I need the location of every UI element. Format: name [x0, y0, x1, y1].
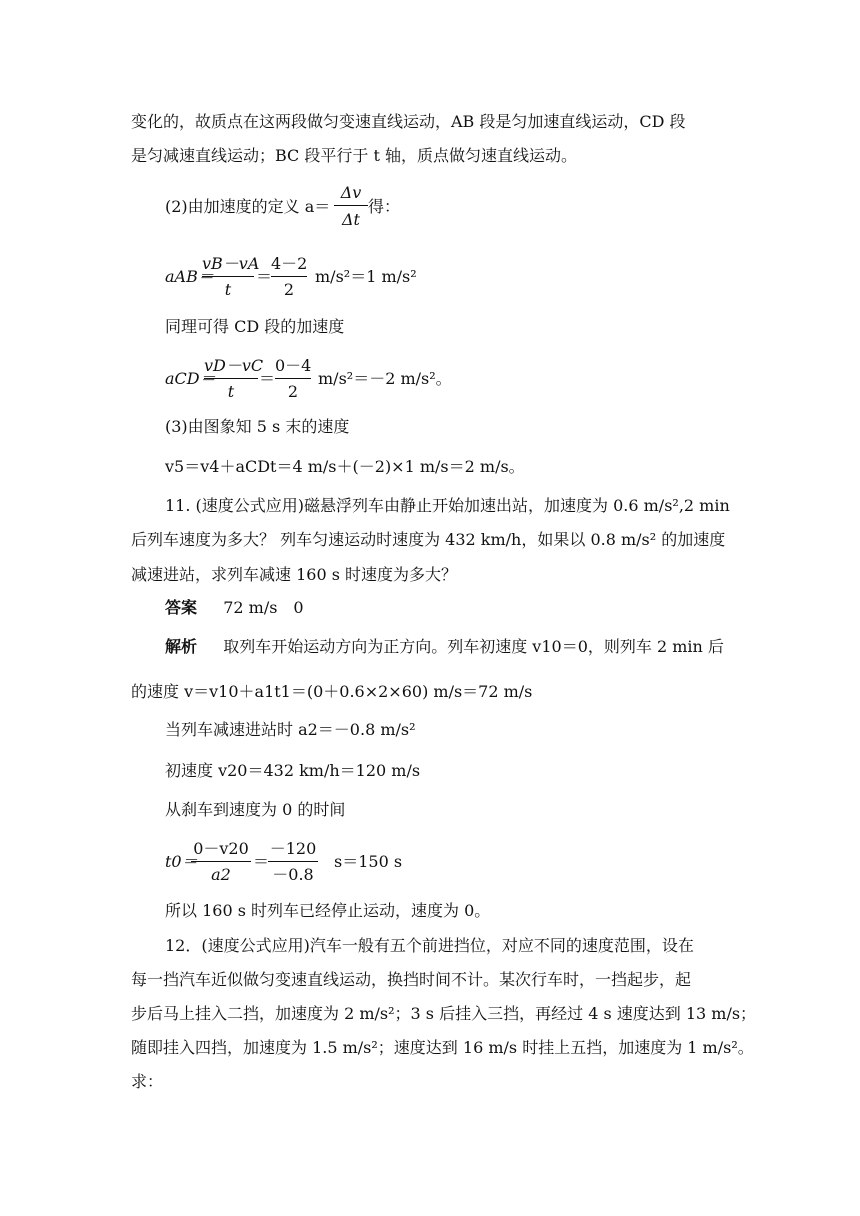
text-line: (3)由图象知 5 s 末的速度	[165, 417, 350, 436]
fraction-bar	[271, 276, 307, 277]
fraction-bar	[268, 861, 318, 862]
equals-sign: ＝	[256, 267, 273, 286]
analysis-label: 解析	[165, 637, 198, 656]
question-text: 减速进站，求列车减速 160 s 时速度为多大？	[131, 565, 458, 584]
question-text: 求：	[131, 1072, 164, 1091]
fraction-numerator: vB－vA	[202, 254, 260, 273]
fraction-dv-dt	[334, 183, 368, 233]
text-line: 当列车减速进站时 a2＝－0.8 m/s²	[165, 720, 416, 739]
fraction-numerator: 4－2	[271, 254, 308, 273]
equation-lhs: t0＝	[165, 852, 198, 871]
fraction-numerator: vD－vC	[204, 356, 264, 375]
fraction-denominator: t	[224, 280, 232, 299]
answer-label: 答案	[165, 598, 198, 617]
fraction	[268, 839, 318, 887]
equation-lhs: aAB＝	[165, 267, 214, 286]
fraction-bar	[202, 276, 254, 277]
text-line: 从刹车到速度为 0 的时间	[165, 800, 346, 819]
question-text: 后列车速度为多大？ 列车匀速运动时速度为 432 km/h，如果以 0.8 m/s² 的加速度	[131, 530, 726, 549]
fraction-numerator: Δv	[340, 183, 362, 202]
fraction-bar	[204, 378, 258, 379]
fraction-numerator: 0－v20	[193, 839, 249, 858]
fraction	[191, 839, 251, 887]
fraction	[204, 356, 264, 404]
fraction-denominator: Δt	[342, 210, 360, 229]
equation-rhs: m/s²＝－2 m/s²。	[318, 369, 452, 388]
fraction-numerator: －120	[269, 839, 317, 858]
analysis-line	[165, 636, 724, 658]
fraction-denominator: 2	[283, 280, 295, 299]
question-text: 随即挂入四挡，加速度为 1.5 m/s²；速度达到 16 m/s 时挂上五挡，加速度为 1 m/s²。	[131, 1038, 754, 1057]
text-fragment: 得：	[368, 197, 401, 216]
fraction	[271, 254, 307, 302]
fraction-denominator: －0.8	[272, 865, 314, 884]
fraction	[275, 356, 311, 404]
text-line: 初速度 v20＝432 km/h＝120 m/s	[165, 761, 421, 780]
equals-sign: ＝	[259, 369, 276, 388]
question-text: 11. (速度公式应用)磁悬浮列车由静止开始加速出站，加速度为 0.6 m/s²,2 min	[165, 496, 730, 515]
fraction-denominator: t	[227, 382, 235, 401]
part2-intro: (2)由加速度的定义 a＝	[165, 197, 331, 216]
equals-sign: ＝	[253, 852, 270, 871]
analysis-text: 取列车开始运动方向为正方向。列车初速度 v10＝0，则列车 2 min 后	[223, 637, 724, 656]
fraction-bar	[191, 861, 251, 862]
fraction	[202, 254, 260, 302]
answer-value: 72 m/s 0	[223, 598, 304, 617]
fraction-bar	[275, 378, 311, 379]
question-text: 每一挡汽车近似做匀变速直线运动，换挡时间不计。某次行车时，一挡起步，起	[131, 970, 692, 989]
question-text: 步后马上挂入二挡，加速度为 2 m/s²；3 s 后挂入三挡，再经过 4 s 速度达到 13 m/s；	[131, 1004, 757, 1023]
text-line: 是匀减速直线运动；BC 段平行于 t 轴，质点做匀速直线运动。	[131, 146, 577, 165]
fraction-denominator: 2	[287, 382, 299, 401]
equation-lhs: aCD＝	[165, 369, 216, 388]
text-line: 所以 160 s 时列车已经停止运动，速度为 0。	[165, 901, 491, 920]
equation-rhs: s＝150 s	[334, 852, 403, 871]
text-line: 同理可得 CD 段的加速度	[165, 317, 345, 336]
fraction-denominator: a2	[211, 865, 231, 884]
text-line: 的速度 v＝v10＋a1t1＝(0＋0.6×2×60) m/s＝72 m/s	[131, 682, 533, 701]
fraction-numerator: 0－4	[275, 356, 312, 375]
question-text: 12．(速度公式应用)汽车一般有五个前进挡位，对应不同的速度范围，设在	[165, 936, 694, 955]
fraction-bar	[334, 205, 368, 206]
equation-line: v5＝v4＋aCDt＝4 m/s＋(－2)×1 m/s＝2 m/s。	[165, 457, 525, 476]
text-line: 变化的，故质点在这两段做匀变速直线运动，AB 段是匀加速直线运动，CD 段	[131, 112, 686, 131]
equation-rhs: m/s²＝1 m/s²	[315, 267, 417, 286]
answer-line	[165, 597, 304, 619]
